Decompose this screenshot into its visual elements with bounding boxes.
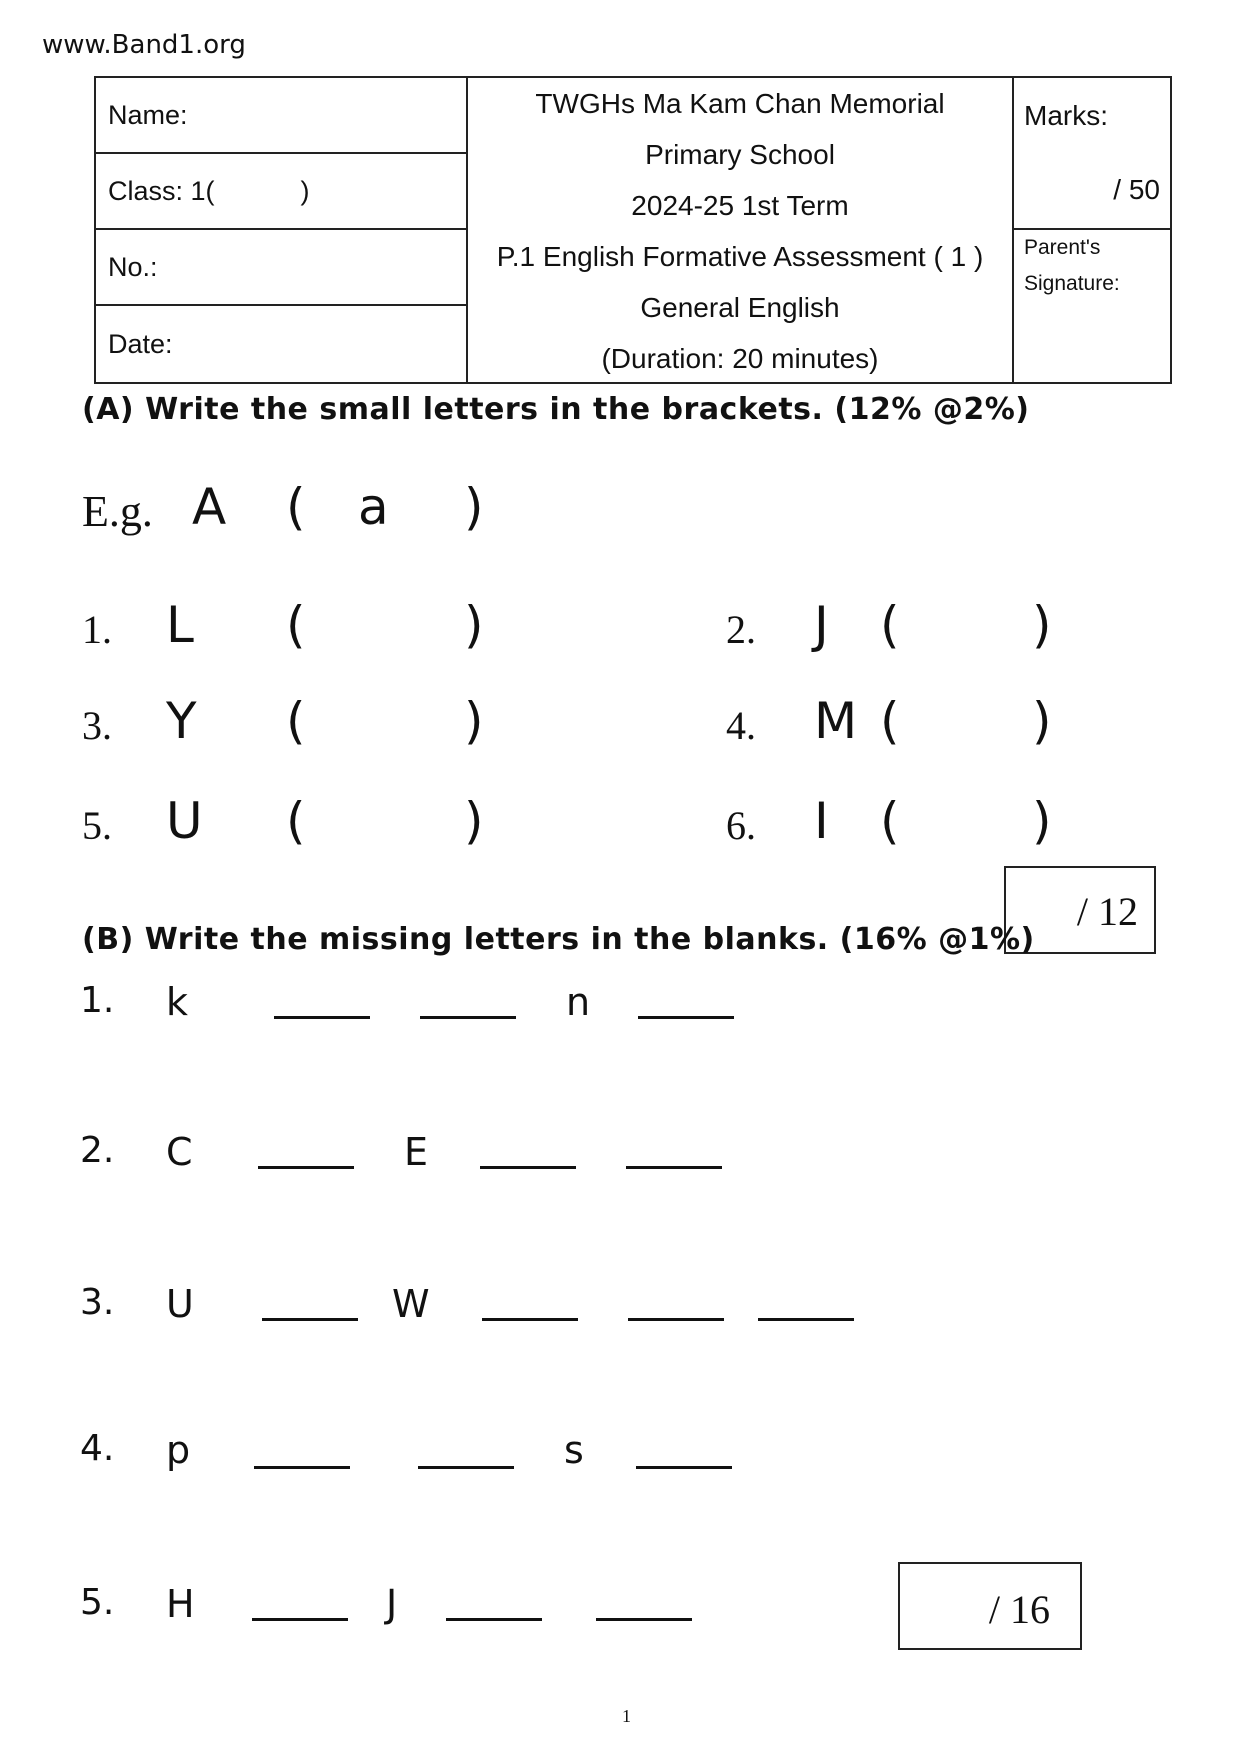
example-letter: A — [192, 478, 227, 536]
section-b-title: (B) Write the missing letters in the blanks. (16% @1%) — [82, 922, 1035, 957]
item-6-letter: I — [814, 792, 829, 850]
duration-line: (Duration: 20 minutes) — [601, 343, 879, 374]
signature-label: Signature: — [1024, 272, 1120, 295]
class-field[interactable] — [96, 154, 466, 230]
item-4-answer-field[interactable] — [904, 700, 1028, 756]
b-row-4-number: 4. — [80, 1428, 115, 1469]
b-row-2-blank-2[interactable] — [480, 1166, 576, 1169]
b-row-4-blank-2[interactable] — [418, 1466, 514, 1469]
section-a-score: / 12 — [1076, 889, 1138, 934]
b-row-1-number: 1. — [80, 980, 115, 1021]
b-row-2-blank-3[interactable] — [626, 1166, 722, 1169]
watermark-text: www.Band1.org — [42, 30, 246, 60]
b-row-2-letter-2: E — [404, 1130, 429, 1174]
b-row-1-blank-3[interactable] — [638, 1016, 734, 1019]
example-answer: a — [358, 478, 389, 536]
item-1-close-bracket: ) — [464, 596, 484, 654]
school-name-line1: TWGHs Ma Kam Chan Memorial — [535, 88, 945, 119]
item-6-open-bracket: ( — [880, 792, 900, 850]
item-5-open-bracket: ( — [286, 792, 306, 850]
assessment-title: P.1 English Formative Assessment ( 1 ) — [496, 241, 984, 272]
section-a-title: (A) Write the small letters in the brackets. (12% @2%) — [82, 392, 1030, 427]
marks-column — [1012, 78, 1170, 382]
b-row-5-letter-1: H — [166, 1582, 195, 1626]
item-6-close-bracket: ) — [1032, 792, 1052, 850]
item-3-answer-field[interactable] — [310, 700, 460, 756]
b-row-5-blank-3[interactable] — [596, 1618, 692, 1621]
b-row-2-letter-1: C — [166, 1130, 193, 1174]
b-row-5-number: 5. — [80, 1582, 115, 1623]
item-3-number: 3. — [82, 703, 112, 748]
example-label: E.g. — [82, 487, 153, 536]
b-row-5-blank-2[interactable] — [446, 1618, 542, 1621]
marks-label: Marks: — [1024, 100, 1108, 131]
b-row-4-blank-1[interactable] — [254, 1466, 350, 1469]
item-4-number: 4. — [726, 703, 756, 748]
item-1-number: 1. — [82, 607, 112, 652]
item-5-letter: U — [166, 792, 203, 850]
name-field[interactable] — [96, 78, 466, 154]
item-4-open-bracket: ( — [880, 692, 900, 750]
item-6-answer-field[interactable] — [904, 800, 1028, 856]
page-number: 1 — [622, 1706, 631, 1726]
b-row-4-letter-1: p — [166, 1428, 191, 1472]
item-2-letter: J — [814, 596, 829, 654]
b-row-3-blank-2[interactable] — [482, 1318, 578, 1321]
example-close-bracket: ) — [464, 478, 484, 536]
b-row-1-blank-2[interactable] — [420, 1016, 516, 1019]
school-name-line2: Primary School — [645, 139, 835, 170]
b-row-3-number: 3. — [80, 1282, 115, 1323]
b-row-3-letter-2: W — [392, 1282, 430, 1326]
item-4-letter: M — [814, 692, 858, 750]
date-label: Date: — [108, 328, 173, 359]
subject-line: General English — [640, 292, 840, 323]
item-2-close-bracket: ) — [1032, 596, 1052, 654]
b-row-1-blank-1[interactable] — [274, 1016, 370, 1019]
b-row-1-letter-1: k — [166, 980, 189, 1024]
name-label: Name: — [108, 99, 188, 130]
marks-total: / 50 — [1113, 174, 1160, 205]
item-4-close-bracket: ) — [1032, 692, 1052, 750]
item-6-number: 6. — [726, 803, 756, 848]
number-field[interactable] — [96, 230, 466, 306]
item-3-letter: Y — [166, 692, 197, 750]
student-info-column — [96, 78, 468, 382]
class-label: Class: 1( — [108, 175, 215, 206]
item-3-open-bracket: ( — [286, 692, 306, 750]
header-table — [94, 76, 1172, 384]
item-2-open-bracket: ( — [880, 596, 900, 654]
b-row-3-letter-1: U — [166, 1282, 194, 1326]
term-line: 2024-25 1st Term — [631, 190, 849, 221]
school-info-column — [468, 78, 1012, 382]
item-1-answer-field[interactable] — [310, 604, 460, 660]
class-close-paren: ) — [300, 175, 310, 206]
date-field[interactable] — [96, 306, 466, 382]
b-row-4-blank-3[interactable] — [636, 1466, 732, 1469]
item-5-answer-field[interactable] — [310, 800, 460, 856]
parents-label: Parent's — [1024, 236, 1101, 259]
b-row-3-blank-3[interactable] — [628, 1318, 724, 1321]
item-2-number: 2. — [726, 607, 756, 652]
b-row-2-number: 2. — [80, 1130, 115, 1171]
section-b-score: / 16 — [988, 1587, 1050, 1632]
b-row-2-blank-1[interactable] — [258, 1166, 354, 1169]
signature-field[interactable] — [1014, 308, 1170, 382]
number-label: No.: — [108, 251, 158, 282]
b-row-4-letter-2: s — [564, 1428, 584, 1472]
marks-box — [1014, 78, 1170, 230]
b-row-3-blank-1[interactable] — [262, 1318, 358, 1321]
example-open-bracket: ( — [286, 478, 306, 536]
b-row-3-blank-4[interactable] — [758, 1318, 854, 1321]
item-5-close-bracket: ) — [464, 792, 484, 850]
b-row-5-blank-1[interactable] — [252, 1618, 348, 1621]
b-row-5-letter-2: J — [386, 1582, 398, 1626]
item-2-answer-field[interactable] — [904, 604, 1028, 660]
item-5-number: 5. — [82, 803, 112, 848]
b-row-1-letter-2: n — [566, 980, 591, 1024]
item-1-letter: L — [166, 596, 194, 654]
section-b-score-box — [898, 1562, 1082, 1650]
item-1-open-bracket: ( — [286, 596, 306, 654]
item-3-close-bracket: ) — [464, 692, 484, 750]
